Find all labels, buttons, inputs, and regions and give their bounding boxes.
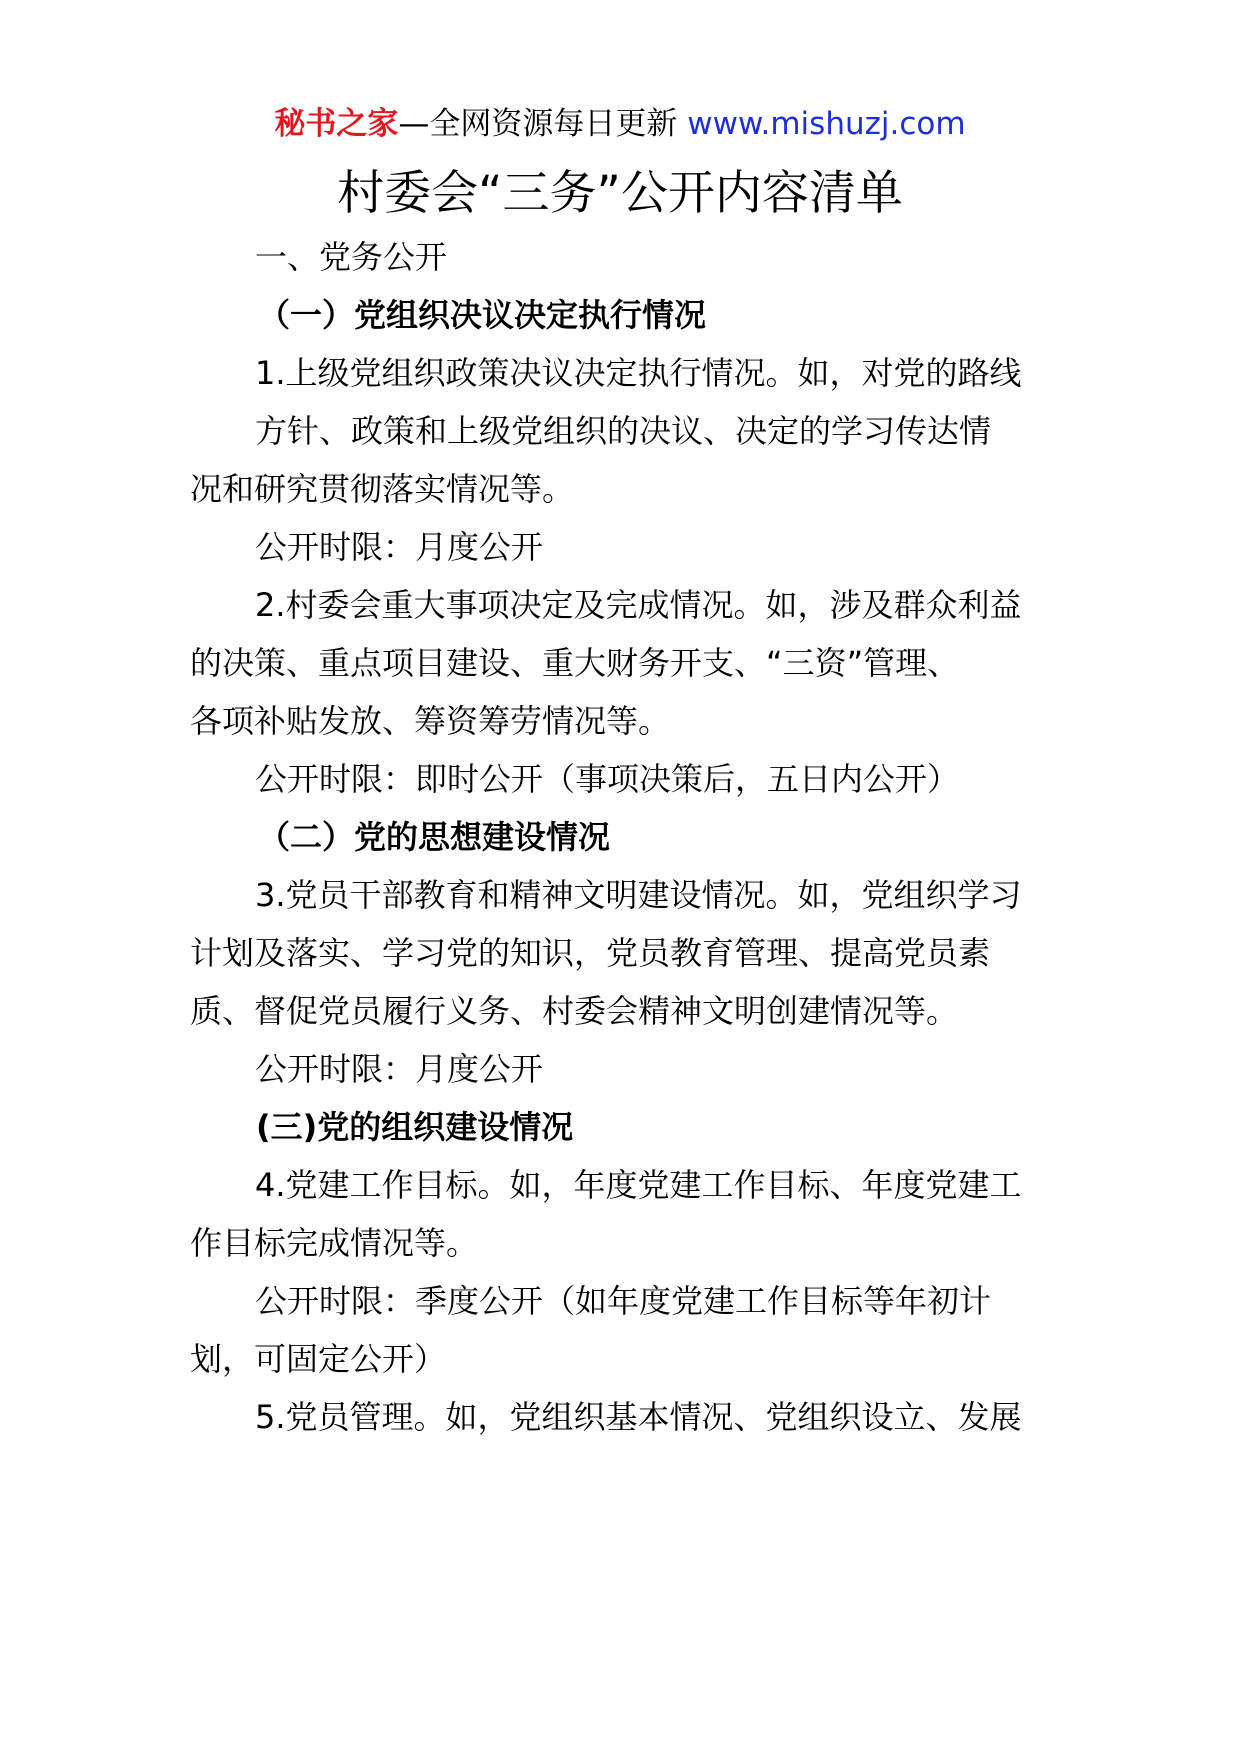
paragraph-line: 3.党员干部教育和精神文明建设情况。如，党组织学习 bbox=[255, 876, 1022, 914]
paragraph-line: 1.上级党组织政策决议决定执行情况。如，对党的路线 bbox=[255, 354, 1022, 392]
document-title: 村委会“三务”公开内容清单 bbox=[337, 166, 903, 221]
paragraph-line: 方针、政策和上级党组织的决议、决定的学习传达情 bbox=[255, 412, 992, 450]
paragraph-line: 划，可固定公开） bbox=[190, 1340, 447, 1378]
disclosure-period: 公开时限：月度公开 bbox=[255, 1050, 544, 1088]
paragraph-line: 2.村委会重大事项决定及完成情况。如，涉及群众利益 bbox=[255, 586, 1022, 624]
paragraph-line: 计划及落实、学习党的知识，党员教育管理、提高党员素 bbox=[190, 934, 991, 972]
subsection-heading-3: (三)党的组织建设情况 bbox=[256, 1108, 574, 1146]
paragraph-line: 质、督促党员履行义务、村委会精神文明创建情况等。 bbox=[190, 992, 959, 1030]
disclosure-period: 公开时限：月度公开 bbox=[255, 528, 544, 566]
subsection-heading-1: （一）党组织决议决定执行情况 bbox=[258, 296, 707, 334]
disclosure-period: 公开时限：季度公开（如年度党建工作目标等年初计 bbox=[255, 1282, 992, 1320]
paragraph-line: 各项补贴发放、筹资筹劳情况等。 bbox=[190, 702, 671, 740]
subsection-heading-2: （二）党的思想建设情况 bbox=[258, 818, 611, 856]
brand-name: 秘书之家 bbox=[274, 106, 399, 142]
site-slogan: —全网资源每日更新 bbox=[398, 106, 688, 142]
site-url-link[interactable]: www.mishuzj.com bbox=[687, 106, 966, 142]
paragraph-line: 作目标完成情况等。 bbox=[190, 1224, 479, 1262]
paragraph-line: 4.党建工作目标。如，年度党建工作目标、年度党建工 bbox=[255, 1166, 1022, 1204]
paragraph-line: 的决策、重点项目建设、重大财务开支、“三资”管理、 bbox=[190, 644, 960, 682]
paragraph-line: 况和研究贯彻落实情况等。 bbox=[190, 470, 575, 508]
section-heading-party-affairs: 一、党务公开 bbox=[255, 238, 448, 276]
paragraph-line: 5.党员管理。如，党组织基本情况、党组织设立、发展 bbox=[255, 1398, 1022, 1436]
disclosure-period: 公开时限：即时公开（事项决策后，五日内公开） bbox=[255, 760, 960, 798]
site-header bbox=[0, 104, 1240, 144]
